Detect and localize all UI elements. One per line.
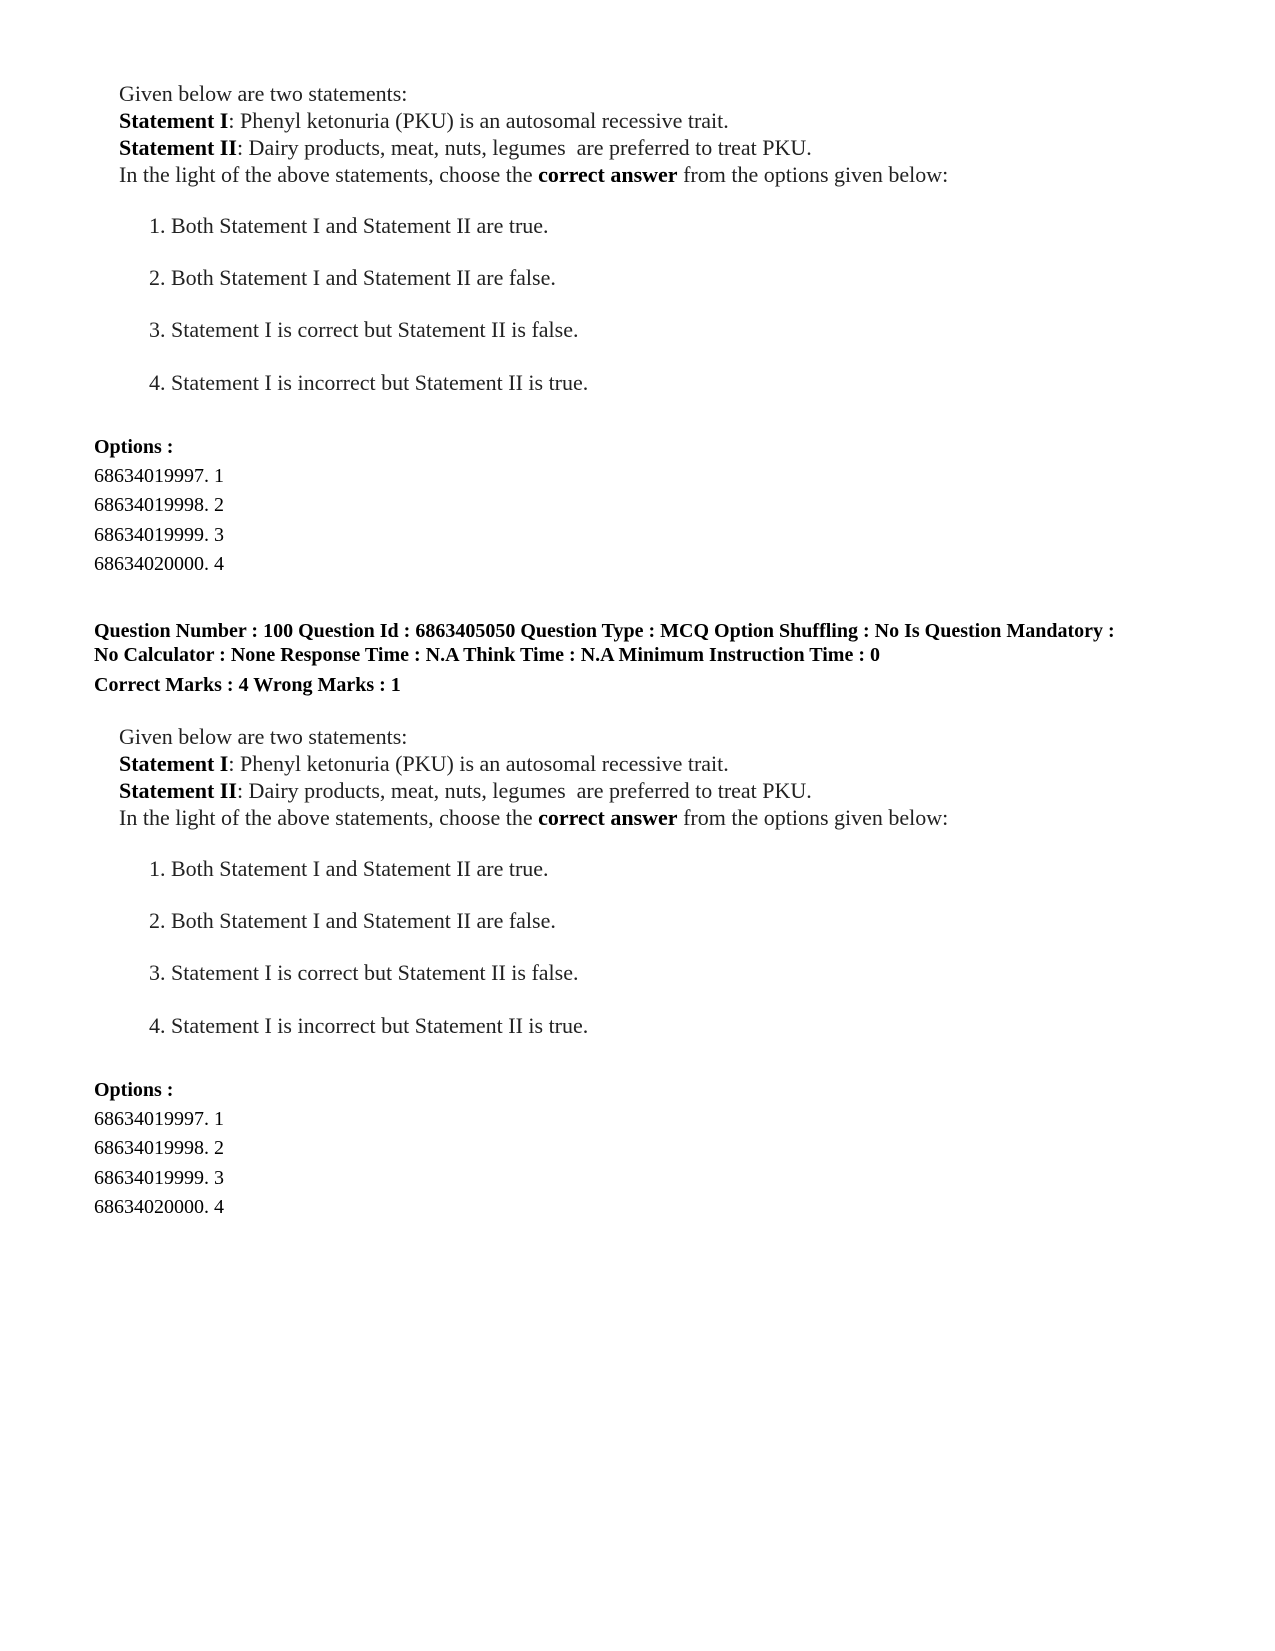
option-item: 68634019999. 3 (94, 523, 224, 546)
statement-one-text: : Phenyl ketonuria (PKU) is an autosomal recessive trait. (228, 751, 729, 776)
choice-item: 1. Both Statement I and Statement II are true. (149, 213, 549, 238)
statement-two-text: : Dairy products, meat, nuts, legumes are preferred to treat PKU. (236, 135, 812, 160)
choice-item: 3. Statement I is correct but Statement II is false. (149, 960, 579, 985)
instruction-pre: In the light of the above statements, choose the (119, 162, 539, 187)
question-text-block (119, 80, 1119, 410)
statement-two (119, 777, 1119, 804)
option-item: 68634019999. 3 (94, 1166, 224, 1189)
question-meta-line-1: Question Number : 100 Question Id : 6863405050 Question Type : MCQ Option Shuffling : No Is Question Mandatory : (94, 620, 1115, 642)
statement-one-label: Statement I (119, 751, 229, 776)
choice-item: 2. Both Statement I and Statement II are false. (149, 265, 556, 290)
question-text-block (119, 723, 1119, 1053)
question-marks: Correct Marks : 4 Wrong Marks : 1 (94, 674, 401, 696)
option-item: 68634020000. 4 (94, 1195, 224, 1218)
statement-one (119, 107, 1119, 134)
choice-item: 4. Statement I is incorrect but Statement II is true. (149, 370, 589, 395)
options-list (94, 1105, 224, 1222)
statement-two-label: Statement II (119, 135, 237, 160)
statement-one-text: : Phenyl ketonuria (PKU) is an autosomal recessive trait. (228, 108, 729, 133)
option-item: 68634020000. 4 (94, 552, 224, 575)
question-meta (94, 619, 1234, 667)
choice-item: 2. Both Statement I and Statement II are false. (149, 908, 556, 933)
options-list (94, 462, 224, 579)
statement-one-label: Statement I (119, 108, 229, 133)
choice-item: 4. Statement I is incorrect but Statement II is true. (149, 1013, 589, 1038)
instruction-pre: In the light of the above statements, choose the (119, 805, 539, 830)
question-meta-line-2: No Calculator : None Response Time : N.A Think Time : N.A Minimum Instruction Time : 0 (94, 644, 880, 666)
option-item: 68634019997. 1 (94, 465, 224, 487)
option-item: 68634019998. 2 (94, 1137, 224, 1160)
statement-two-text: : Dairy products, meat, nuts, legumes are preferred to treat PKU. (236, 778, 812, 803)
statement-two-label: Statement II (119, 778, 237, 803)
option-item: 68634019997. 1 (94, 1108, 224, 1130)
options-label: Options : (94, 436, 174, 458)
choice-item: 1. Both Statement I and Statement II are true. (149, 856, 549, 881)
question-intro: Given below are two statements: (119, 81, 408, 106)
instruction-bold: correct answer (538, 162, 678, 187)
question-intro: Given below are two statements: (119, 724, 408, 749)
instruction-post: from the options given below: (677, 162, 949, 187)
option-item: 68634019998. 2 (94, 494, 224, 517)
choice-item: 3. Statement I is correct but Statement II is false. (149, 317, 579, 342)
instruction-bold: correct answer (538, 805, 678, 830)
statement-two (119, 134, 1119, 161)
question-instruction (119, 804, 1119, 831)
statement-one (119, 750, 1119, 777)
options-label: Options : (94, 1079, 174, 1101)
instruction-post: from the options given below: (677, 805, 949, 830)
question-instruction (119, 161, 1119, 188)
